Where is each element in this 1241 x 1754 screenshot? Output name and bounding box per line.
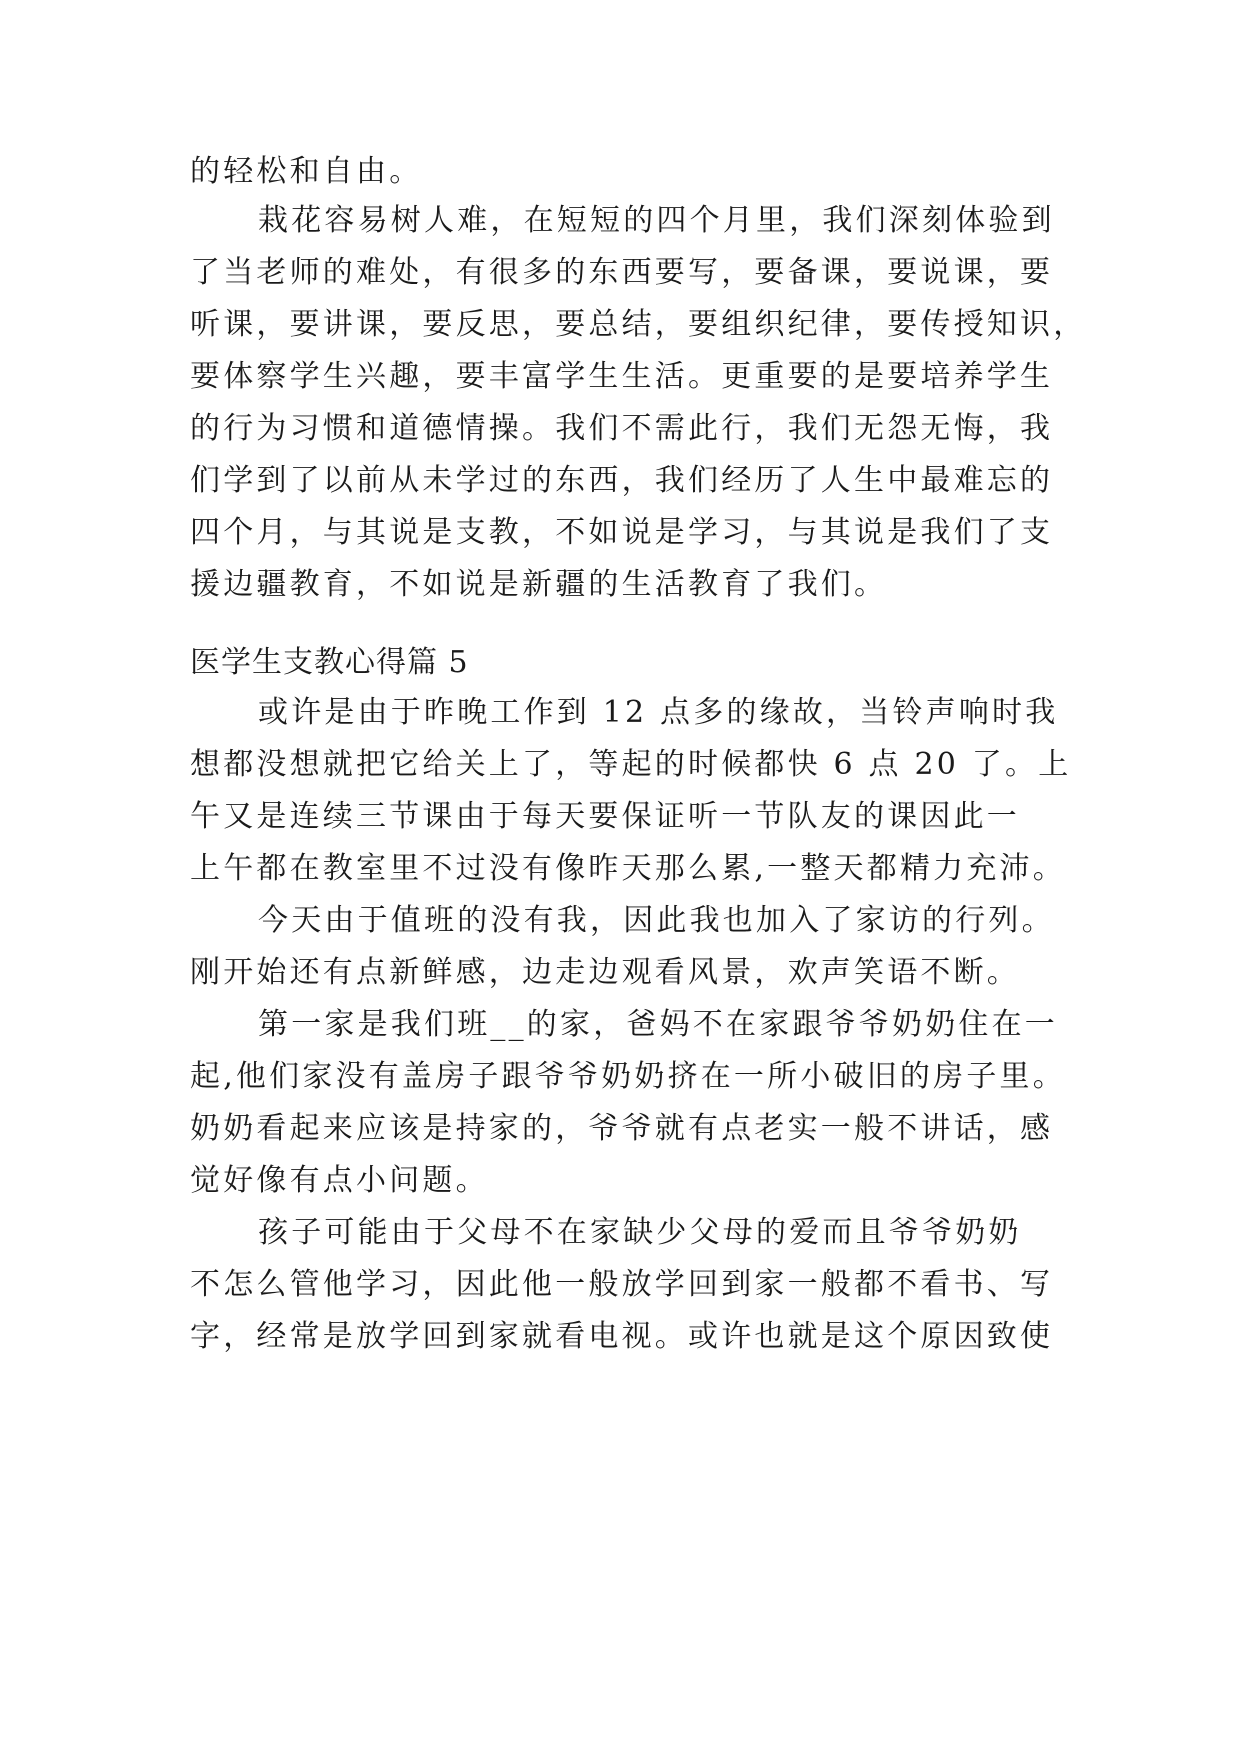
paragraph-line: 不怎么管他学习，因此他一般放学回到家一般都不看书、写 <box>190 1267 1054 1302</box>
paragraph-line: 觉好像有点小问题。 <box>190 1163 489 1198</box>
paragraph-line: 四个月，与其说是支教，不如说是学习，与其说是我们了支 <box>190 515 1054 550</box>
paragraph-line: 字，经常是放学回到家就看电视。或许也就是这个原因致使 <box>190 1319 1054 1354</box>
paragraph-line: 想都没想就把它给关上了，等起的时候都快 6 点 20 了。上 <box>190 747 1072 782</box>
paragraph-line: 要体察学生兴趣，要丰富学生生活。更重要的是要培养学生 <box>190 359 1054 394</box>
paragraph-line: 援边疆教育，不如说是新疆的生活教育了我们。 <box>190 567 888 602</box>
paragraph-line: 午又是连续三节课由于每天要保证听一节队友的课因此一 <box>190 799 1020 834</box>
paragraph-line: 上午都在教室里不过没有像昨天那么累,一整天都精力充沛。 <box>190 851 1066 886</box>
paragraph-line: 听课，要讲课，要反思，要总结，要组织纪律，要传授知识， <box>190 307 1087 342</box>
paragraph-line: 或许是由于昨晚工作到 12 点多的缘故，当铃声响时我 <box>258 695 1059 730</box>
paragraph-line: 刚开始还有点新鲜感，边走边观看风景，欢声笑语不断。 <box>190 955 1020 990</box>
paragraph-line: 的行为习惯和道德情操。我们不需此行，我们无怨无悔，我 <box>190 411 1054 446</box>
paragraph-line: 起,他们家没有盖房子跟爷爷奶奶挤在一所小破旧的房子里。 <box>190 1059 1066 1094</box>
paragraph-line: 今天由于值班的没有我，因此我也加入了家访的行列。 <box>258 903 1055 938</box>
paragraph-line: 孩子可能由于父母不在家缺少父母的爱而且爷爷奶奶 <box>258 1215 1022 1250</box>
paragraph-line: 奶奶看起来应该是持家的，爷爷就有点老实一般不讲话，感 <box>190 1111 1054 1146</box>
paragraph-line: 们学到了以前从未学过的东西，我们经历了人生中最难忘的 <box>190 463 1054 498</box>
paragraph-line: 第一家是我们班__的家，爸妈不在家跟爷爷奶奶住在一 <box>258 1007 1058 1042</box>
paragraph-line: 了当老师的难处，有很多的东西要写，要备课，要说课，要 <box>190 255 1054 290</box>
section-heading: 医学生支教心得篇 5 <box>190 645 469 680</box>
paragraph-line: 的轻松和自由。 <box>190 154 423 189</box>
paragraph-line: 栽花容易树人难，在短短的四个月里，我们深刻体验到 <box>258 203 1055 238</box>
